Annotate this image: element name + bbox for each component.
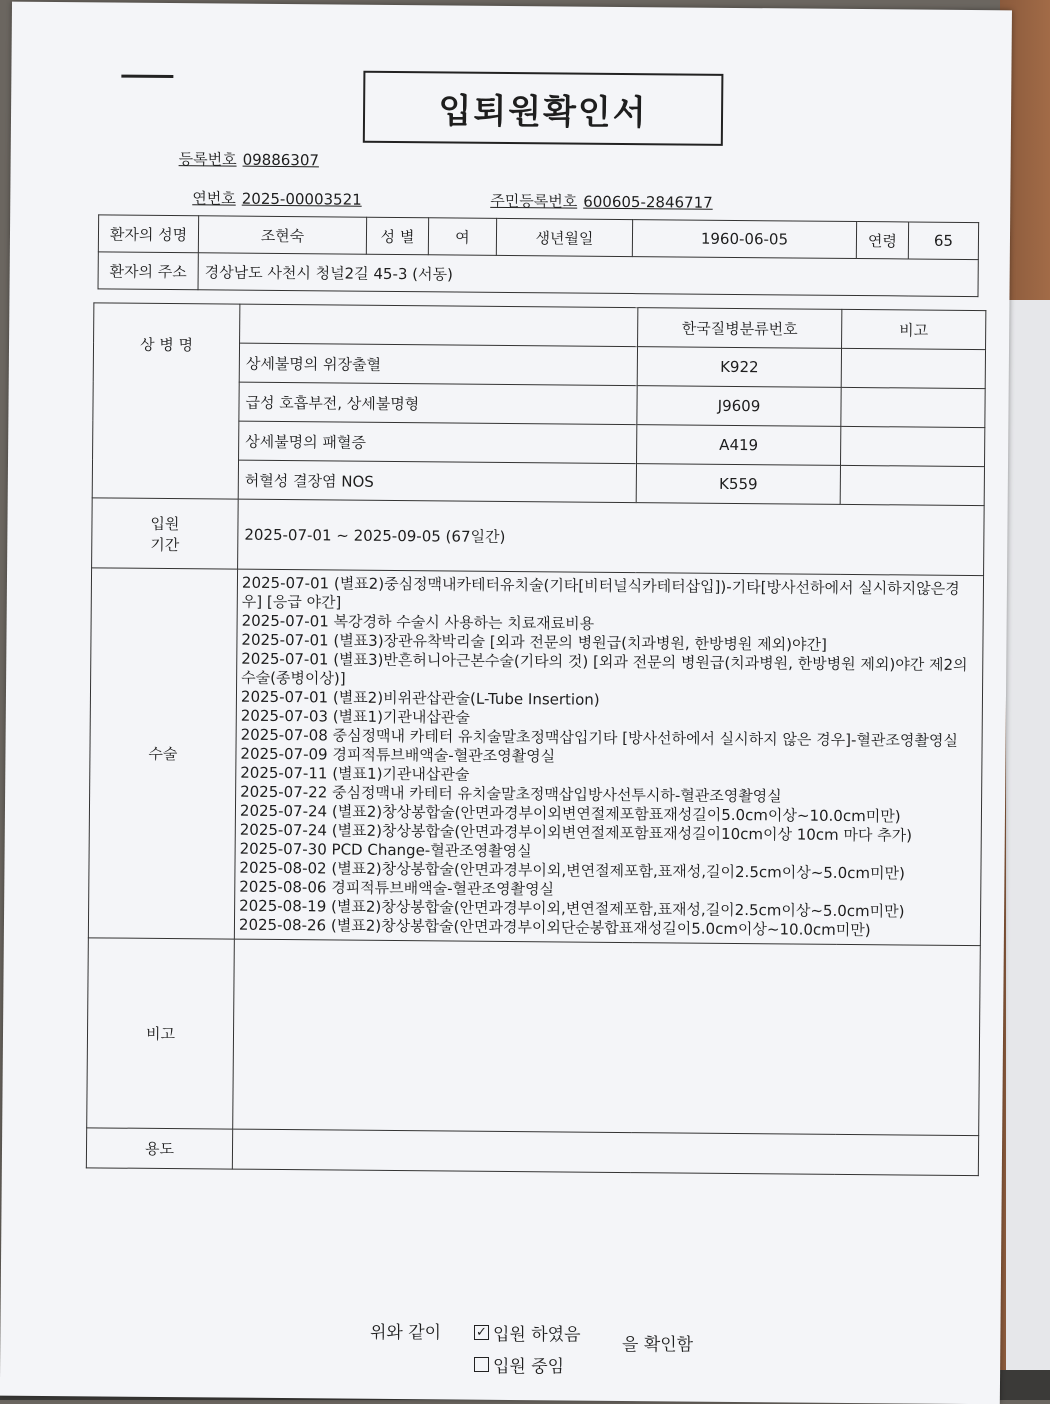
page-marker bbox=[121, 75, 173, 78]
surgery-item: 2025-07-08 중심정맥내 카테터 유치술말초정맥삽입기타 [방사선하에서 실시하지 않은 경우]-혈관조영촬영실 bbox=[240, 725, 958, 750]
address-value: 경상남도 사천시 청널2길 45-3 (서동) bbox=[198, 253, 978, 297]
checkbox-checked-icon[interactable]: ✓ bbox=[474, 1325, 489, 1340]
surgery-item: 2025-08-26 (별표2)창상봉합술(안면과경부이외단순봉합표재성길이5.0cm이상~10.0cm미만) bbox=[238, 915, 871, 940]
diagnosis-name: 상세불명의 패혈증 bbox=[239, 421, 637, 463]
surgery-item: 2025-07-24 (별표2)창상봉합술(안면과경부이외변연절제포함표재성길이5.0cm이상~10.0cm미만) bbox=[239, 801, 901, 826]
surgery-item: 2025-07-09 경피적튜브배액술-혈관조영촬영실 bbox=[240, 744, 556, 766]
surgery-item: 2025-07-11 (별표1)기관내삽관술 bbox=[240, 763, 470, 784]
resident-id-label: 주민등록번호 bbox=[490, 191, 578, 211]
resident-id-value: 600605-2846717 bbox=[583, 192, 713, 212]
diagnosis-code: J9609 bbox=[637, 386, 841, 427]
purpose-value bbox=[232, 1129, 978, 1176]
serial-label: 연번호 bbox=[192, 189, 236, 208]
diagnosis-name: 상세불명의 위장출혈 bbox=[239, 343, 637, 385]
diagnosis-code-header: 한국질병분류번호 bbox=[638, 308, 842, 349]
serial-number bbox=[192, 187, 362, 209]
age-label: 연령 bbox=[856, 222, 908, 259]
diagnosis-name: 허혈성 결장염 NOS bbox=[238, 460, 636, 502]
diagnosis-section-label: 상 병 명 bbox=[92, 303, 240, 499]
surgery-list-cell bbox=[234, 569, 983, 945]
age-value: 65 bbox=[908, 222, 978, 260]
diagnosis-note bbox=[841, 426, 985, 466]
underlying-sheet bbox=[1006, 300, 1050, 1400]
surgery-item: 2025-07-24 (별표2)창상봉합술(안면과경부이외변연절제포함표재성길이10cm이상 10cm 마다 추가) bbox=[239, 820, 913, 845]
surgery-item: 2025-07-03 (별표1)기관내삽관술 bbox=[240, 706, 470, 727]
diagnosis-code: K559 bbox=[636, 464, 840, 505]
purpose-label: 용도 bbox=[86, 1128, 232, 1169]
certificate-paper bbox=[0, 2, 1012, 1404]
diagnosis-code: K922 bbox=[637, 347, 841, 388]
option-admitted[interactable] bbox=[474, 1320, 581, 1345]
confirmation-suffix: 을 확인함 bbox=[622, 1335, 694, 1355]
surgery-item: 2025-07-01 (별표3)장관유착박리술 [외과 전문의 병원급(치과병원, 한방병원 제외)야간] bbox=[241, 630, 827, 654]
dob-label: 생년월일 bbox=[496, 218, 632, 256]
surgery-item: 2025-07-01 (별표3)반흔허니아근본수술(기타의 것) [외과 전문의 병원급(치과병원, 한방병원 제외)야간 제2의수술(종병이상)] bbox=[241, 649, 968, 688]
surgery-item: 2025-07-30 PCD Change-혈관조영촬영실 bbox=[239, 839, 532, 861]
surgery-item: 2025-08-06 경피적튜브배액술-혈관조영촬영실 bbox=[239, 877, 555, 899]
page-title: 입퇴원확인서 bbox=[438, 90, 648, 133]
surgery-item: 2025-07-01 (별표2)비위관삽관술(L-Tube Insertion) bbox=[240, 687, 600, 709]
sex-label: 성 별 bbox=[366, 217, 428, 255]
admission-period-label bbox=[92, 498, 239, 569]
title-box bbox=[363, 71, 724, 146]
confirmation-prefix: 위와 같이 bbox=[370, 1323, 442, 1343]
diagnosis-note bbox=[841, 348, 985, 388]
diagnosis-note-header: 비고 bbox=[842, 309, 986, 349]
surgery-item: 2025-07-01 (별표2)중심정맥내카테터유치술(기타[비터널식카테터삽입])-기타[방사선하에서 실시하지않은경우] [응급 야간] bbox=[241, 573, 960, 612]
registration-value: 09886307 bbox=[242, 150, 320, 170]
option-admitted-label: 입원 하였음 bbox=[493, 1325, 581, 1345]
diagnosis-code: A419 bbox=[637, 425, 841, 466]
surgery-item: 2025-07-22 중심정맥내 카테터 유치술말초정맥삽입방사선투시하-혈관조영촬영실 bbox=[240, 782, 782, 806]
checkbox-empty-icon[interactable] bbox=[474, 1357, 489, 1372]
name-value: 조현숙 bbox=[198, 216, 366, 254]
surgery-label: 수술 bbox=[88, 568, 237, 939]
remarks-value bbox=[233, 939, 981, 1136]
registration-label: 등록번호 bbox=[178, 150, 237, 169]
address-label: 환자의 주소 bbox=[98, 252, 198, 290]
diagnosis-note bbox=[840, 465, 984, 505]
medical-record-table bbox=[86, 302, 987, 1176]
diagnosis-name-header bbox=[240, 304, 638, 346]
serial-value: 2025-00003521 bbox=[241, 189, 362, 209]
option-inpatient-label: 입원 중임 bbox=[493, 1357, 565, 1377]
surgery-item: 2025-07-01 복강경하 수술시 사용하는 치료재료비용 bbox=[241, 611, 595, 633]
surgery-item: 2025-08-02 (별표2)창상봉합술(안면과경부이외,변연절제포함,표재성,길이2.5cm이상~5.0cm미만) bbox=[239, 858, 905, 883]
surgery-item: 2025-08-19 (별표2)창상봉합술(안면과경부이외,변연절제포함,표재성,길이2.5cm이상~5.0cm미만) bbox=[239, 896, 905, 921]
name-label: 환자의 성명 bbox=[98, 215, 198, 253]
surgery-list bbox=[239, 574, 979, 941]
admission-label-line2: 기간 bbox=[150, 535, 180, 554]
sex-value: 여 bbox=[428, 218, 496, 256]
option-inpatient[interactable] bbox=[474, 1352, 564, 1377]
admission-label-line1: 입원 bbox=[150, 514, 180, 533]
remarks-label: 비고 bbox=[87, 938, 235, 1129]
registration-number bbox=[179, 148, 320, 170]
dob-value: 1960-06-05 bbox=[632, 220, 856, 259]
diagnosis-name: 급성 호흡부전, 상세불명형 bbox=[239, 382, 637, 424]
diagnosis-note bbox=[841, 387, 985, 427]
admission-period-value: 2025-07-01 ~ 2025-09-05 (67일간) bbox=[238, 499, 985, 576]
patient-info-table bbox=[98, 214, 980, 297]
resident-id bbox=[490, 190, 713, 213]
